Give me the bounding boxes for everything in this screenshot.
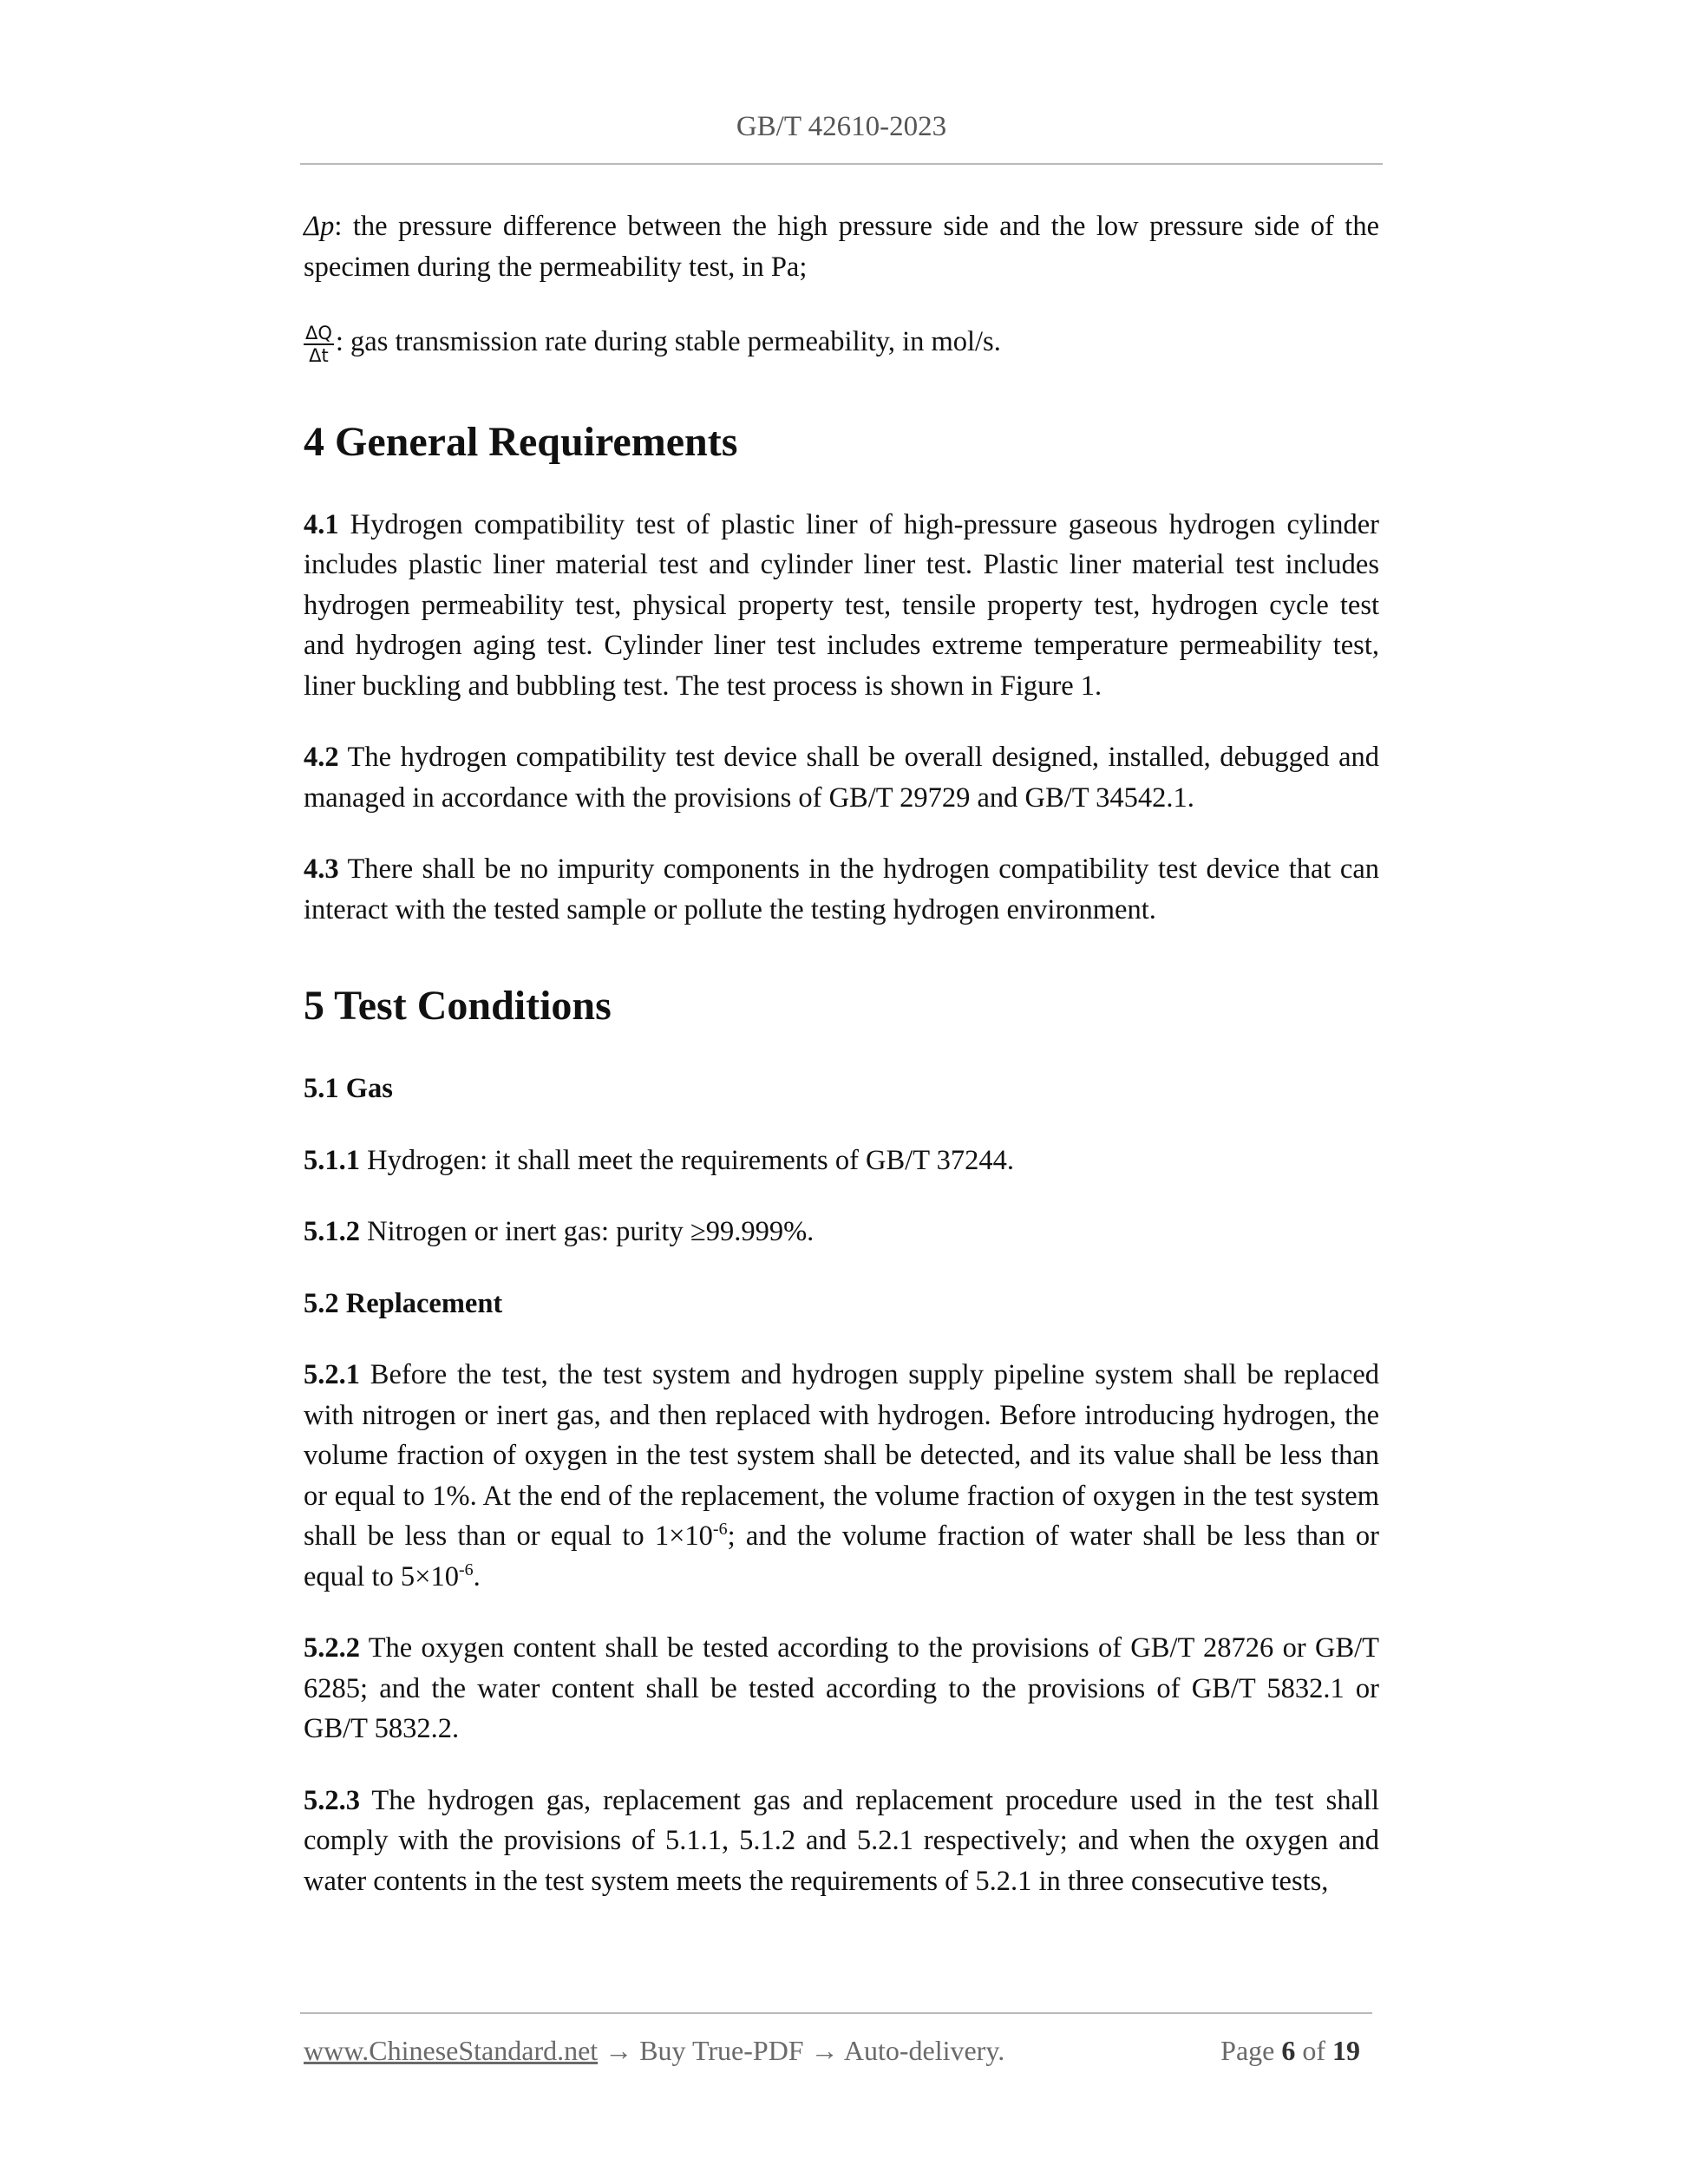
site-link[interactable]: www.ChineseStandard.net — [304, 2035, 599, 2066]
clause-number: 5.2.3 — [304, 1784, 360, 1816]
clause-number: 5.2.1 — [304, 1359, 360, 1391]
page-label: Page — [1220, 2035, 1275, 2066]
clause-text: Before the test, the test system and hydrogen supply pipeline system shall be replaced with nitrogen or inert gas, and then replaced with hydrogen. Before introducing hydrogen, the volume fraction of oxygen in the test system shall be detected, and its value shall be less than or equal to 1%. At the end of the replacement, the volume fraction of oxygen in the test system shall be less than or equal to 1×10 — [304, 1359, 1379, 1553]
clause-4-3 — [304, 849, 1379, 930]
clause-text: There shall be no impurity components in the hydrogen compatibility test device that can interact with the tested sample or pollute the testing hydrogen environment. — [304, 853, 1379, 925]
fraction-denominator: Δt — [309, 344, 329, 366]
page-header — [300, 102, 1383, 165]
clause-text: The hydrogen compatibility test device shall be overall designed, installed, debugged and managed in accordance with the provisions of GB/T 29729 and GB/T 34542.1. — [304, 742, 1379, 814]
document-code: GB/T 42610-2023 — [736, 111, 947, 142]
fraction-numerator: ΔQ — [305, 322, 332, 343]
clause-number: 5.1.2 — [304, 1216, 360, 1248]
clause-number: 4.1 — [304, 508, 339, 540]
page-footer — [300, 2012, 1372, 2083]
clause-text: The oxygen content shall be tested according to the provisions of GB/T 28726 or GB/T 6285; and the water content shall be tested according to the provisions of GB/T 5832.1 or GB/T 5832.2. — [304, 1632, 1379, 1745]
clause-4-1 — [304, 505, 1379, 707]
clause-5-2-2 — [304, 1628, 1379, 1749]
delta-p-symbol: Δp — [304, 211, 335, 242]
exponent: -6 — [459, 1560, 474, 1579]
of-label: of — [1302, 2035, 1325, 2066]
clause-number: 4.3 — [304, 853, 339, 886]
clause-number: 4.2 — [304, 742, 339, 774]
clause-text: The hydrogen gas, replacement gas and replacement procedure used in the test shall comply with the provisions of 5.1.1, 5.1.2 and 5.2.1 respectively; and when the oxygen and water contents in the test system meets the requirements of 5.2.1 in three consecutive tests, — [304, 1784, 1379, 1897]
clause-text: Hydrogen compatibility test of plastic liner of high-pressure gaseous hydrogen cylinder includes plastic liner material test and cylinder liner test. Plastic liner material test includes hydrogen permeability test, physical property test, tensile property test, hydrogen cycle test and hydrogen aging test. Cylinder liner test includes extreme temperature permeability test, liner buckling and bubbling test. The test process is shown in Figure 1. — [304, 508, 1379, 702]
clause-5-1-1 — [304, 1141, 1379, 1181]
definition-rate — [304, 322, 1379, 366]
current-page: 6 — [1281, 2035, 1296, 2066]
subsection-5-1-heading: 5.1 Gas — [304, 1073, 393, 1105]
clause-number: 5.1.1 — [304, 1144, 360, 1176]
clause-5-2-3 — [304, 1781, 1379, 1902]
page-number — [1220, 2035, 1367, 2067]
clause-text: Hydrogen: it shall meet the requirements of GB/T 37244. — [360, 1144, 1014, 1176]
clause-text: . — [473, 1560, 481, 1592]
clause-5-2-1 — [304, 1355, 1379, 1597]
clause-text: Nitrogen or inert gas: purity ≥99.999%. — [360, 1216, 815, 1248]
section-4-heading: 4 General Requirements — [304, 418, 738, 465]
page-content — [304, 206, 1379, 1932]
definition-delta-p — [304, 206, 1379, 287]
clause-5-1-2 — [304, 1212, 1379, 1252]
promo-text: → Buy True-PDF → Auto-delivery. — [598, 2035, 1005, 2066]
clause-number: 5.2.2 — [304, 1632, 360, 1664]
rate-text: : gas transmission rate during stable permeability, in mol/s. — [335, 326, 1001, 357]
delta-p-text: : the pressure difference between the high pressure side and the low pressure side of the specimen during the permeability test, in Pa; — [304, 211, 1379, 283]
footer-promo — [304, 2035, 1004, 2067]
total-pages: 19 — [1332, 2035, 1360, 2066]
exponent: -6 — [712, 1520, 728, 1540]
clause-text: ; and the volume fraction of water shall be less than or equal to 5×10 — [304, 1520, 1379, 1592]
subsection-5-2-heading: 5.2 Replacement — [304, 1287, 503, 1319]
rate-fraction — [304, 323, 334, 366]
section-5-heading: 5 Test Conditions — [304, 983, 612, 1030]
clause-4-2 — [304, 737, 1379, 818]
